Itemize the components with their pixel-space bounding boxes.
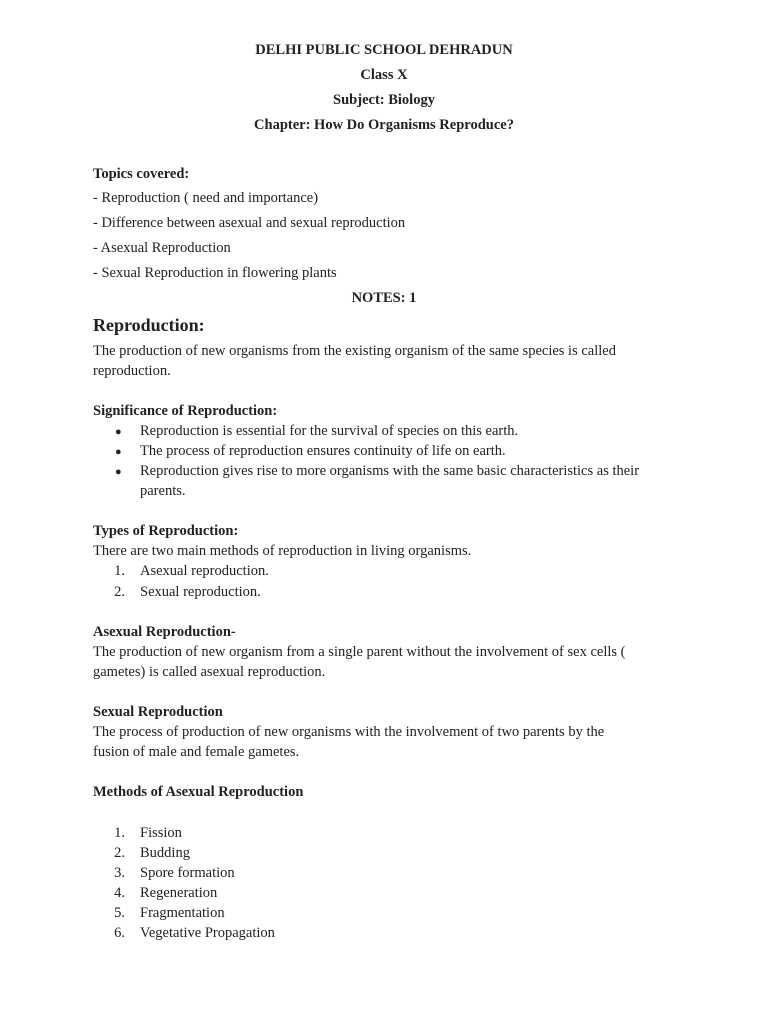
list-number: 4.	[114, 885, 125, 901]
list-item: Sexual reproduction.	[140, 584, 261, 600]
bullet-icon: ●	[115, 466, 122, 478]
asexual-definition: The production of new organism from a single parent without the involvement of sex cells (	[93, 644, 626, 660]
types-intro: There are two main methods of reproduction in living organisms.	[93, 543, 472, 559]
list-item: Regeneration	[140, 885, 218, 901]
reproduction-definition: reproduction.	[93, 363, 171, 379]
list-item: Fragmentation	[140, 905, 225, 921]
topic-item: - Difference between asexual and sexual reproduction	[93, 215, 406, 231]
topic-item: - Sexual Reproduction in flowering plants	[93, 265, 337, 281]
significance-heading: Significance of Reproduction:	[93, 403, 278, 419]
list-item: Budding	[140, 845, 190, 861]
notes-label: NOTES: 1	[351, 290, 417, 306]
school-name: DELHI PUBLIC SCHOOL DEHRADUN	[255, 42, 513, 58]
reproduction-heading: Reproduction:	[93, 315, 205, 335]
topic-item: - Asexual Reproduction	[93, 240, 231, 256]
bullet-icon: ●	[115, 426, 122, 438]
list-number: 1.	[114, 563, 125, 579]
sexual-definition: fusion of male and female gametes.	[93, 744, 300, 760]
topics-heading: Topics covered:	[93, 166, 190, 182]
bullet-icon: ●	[115, 446, 122, 458]
topic-item: - Reproduction ( need and importance)	[93, 190, 319, 206]
significance-item: parents.	[140, 483, 186, 499]
types-heading: Types of Reproduction:	[93, 523, 239, 539]
class-label: Class X	[360, 67, 408, 83]
asexual-heading: Asexual Reproduction-	[93, 624, 236, 640]
significance-item: Reproduction is essential for the survival of species on this earth.	[140, 423, 519, 439]
reproduction-definition: The production of new organisms from the existing organism of the same species is called	[93, 343, 616, 359]
list-number: 6.	[114, 925, 125, 941]
list-item: Asexual reproduction.	[140, 563, 269, 579]
list-item: Spore formation	[140, 865, 235, 881]
list-number: 3.	[114, 865, 125, 881]
significance-item: The process of reproduction ensures continuity of life on earth.	[140, 443, 506, 459]
list-number: 2.	[114, 584, 125, 600]
list-item: Vegetative Propagation	[140, 925, 275, 941]
list-number: 2.	[114, 845, 125, 861]
methods-heading: Methods of Asexual Reproduction	[93, 784, 304, 800]
asexual-definition: gametes) is called asexual reproduction.	[93, 664, 326, 680]
list-number: 1.	[114, 825, 125, 841]
significance-item: Reproduction gives rise to more organisms with the same basic characteristics as their	[140, 463, 640, 479]
chapter-title: Chapter: How Do Organisms Reproduce?	[254, 117, 514, 133]
sexual-heading: Sexual Reproduction	[93, 704, 223, 720]
list-item: Fission	[140, 825, 182, 841]
subject-label: Subject: Biology	[333, 92, 435, 108]
list-number: 5.	[114, 905, 125, 921]
sexual-definition: The process of production of new organisms with the involvement of two parents by the	[93, 724, 605, 740]
